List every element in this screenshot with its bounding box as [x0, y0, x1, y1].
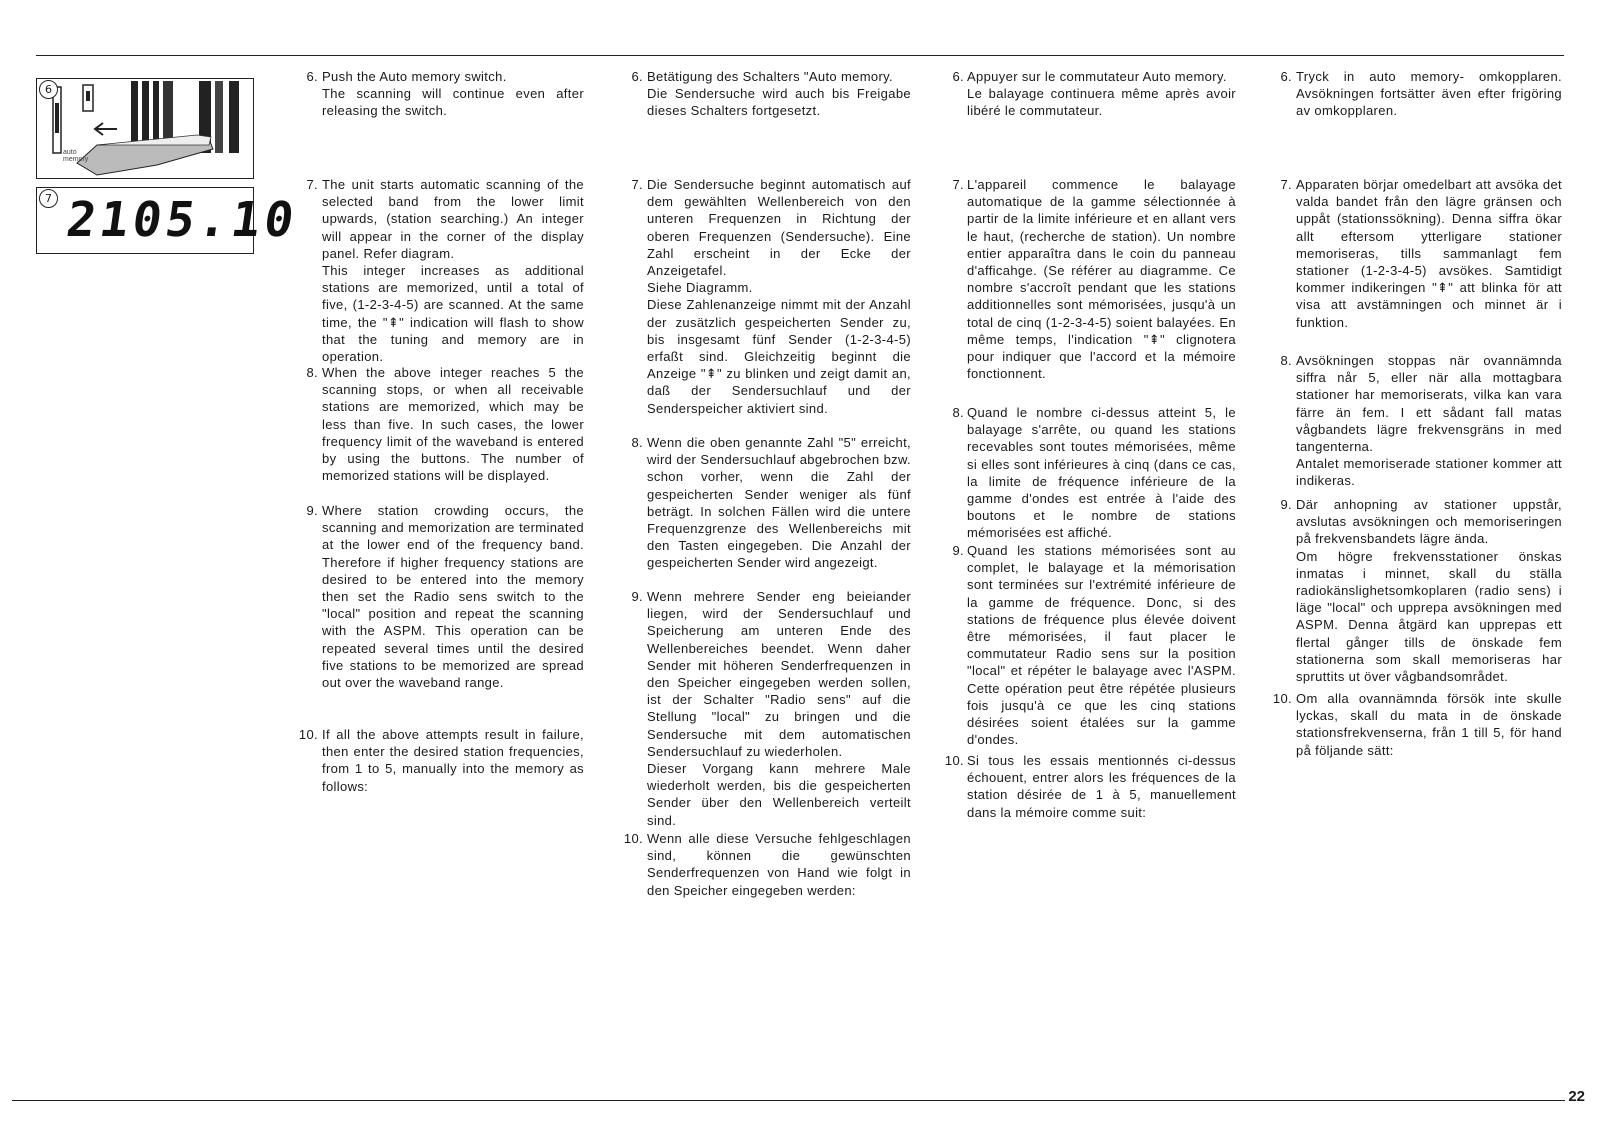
item-number: 9.	[1280, 497, 1292, 512]
figure-number-6: 6	[39, 80, 58, 99]
switch-illustration	[37, 79, 253, 178]
item-text: Wenn alle diese Versuche fehlgeschlagen sind, können die gewünschten Senderfrequenzen von Hand wie folgt in den Speicher eingegeben werden:	[647, 831, 911, 898]
list-item	[288, 176, 584, 365]
page-number: 22	[1568, 1088, 1585, 1105]
figure-number-7: 7	[39, 189, 58, 208]
item-text: Tryck in auto memory- omkopplaren. Avsökningen fortsätter även efter frigöring av omkopplaren.	[1296, 69, 1562, 119]
item-number: 10.	[1272, 691, 1292, 706]
list-item	[288, 726, 584, 795]
item-number: 8.	[1280, 353, 1292, 368]
list-item	[288, 68, 584, 120]
item-number: 7.	[306, 177, 318, 192]
list-item	[940, 176, 1236, 382]
item-number: 6.	[306, 69, 318, 84]
top-rule	[36, 55, 1564, 56]
item-text: If all the above attempts result in failure, then enter the desired station frequencies, from 1 to 5, manually into the memory as follows:	[322, 727, 584, 794]
item-text: Quand le nombre ci-dessus atteint 5, le balayage s'arrête, ou quand les stations recevables sont toutes mémorisées, même si elles sont inférieures à cinq (dans ce cas, la limite de fréquence inférieure de la gamme d'ondes est entrée à l'aide des boutons et le nombre de stations mémorisées est affiché.	[967, 405, 1236, 541]
item-number: 8.	[631, 435, 643, 450]
item-number: 9.	[631, 589, 643, 604]
item-number: 6.	[631, 69, 643, 84]
list-item	[1262, 496, 1562, 685]
figure-6-auto-memory-switch	[36, 78, 254, 179]
item-text: L'appareil commence le balayage automatique de la gamme sélectionnée à partir de la limite inférieure et en allant vers le haut, (recherche de station). Un nombre entier apparaîtra dans le coin du panneau d'afficahge. (Se référer au diagramme. Ce nombre s'accroît pendant que les stations additionnelles sont mémorisées, jusqu'à un total de cinq (1-2-3-4-5) soient balayées. En même temps, l'indication "⇞" clignotera pour indiquer que l'accord et la mémoire fonctionnent.	[967, 177, 1236, 382]
item-text: Om alla ovannämnda försök inte skulle lyckas, skall du mata in de önskade stationsfrekvenserna, från 1 till 5, för hand på följande sätt:	[1296, 691, 1562, 758]
item-text: Betätigung des Schalters "Auto memory. Die Sendersuche wird auch bis Freigabe dieses Schalters fortgesetzt.	[647, 69, 911, 119]
list-item	[940, 752, 1236, 821]
list-item	[288, 502, 584, 691]
item-number: 10.	[298, 727, 318, 742]
item-number: 8.	[306, 365, 318, 380]
item-number: 8.	[952, 405, 964, 420]
list-item	[940, 68, 1236, 120]
item-text: Där anhopning av stationer uppstår, avslutas avsökningen och memoriseringen på frekvensbandets lägre ända. Om högre frekvensstationer önskas inmatas i minnet, skall du ställa radiokänslighetsomkoplaren (radio sens) i läge "local" och upprepa avsökningen med ASPM. Denna åtgärd kan upprepas ett flertal gånger tills de önskade fem stationerna som skall memoriseras har spruttits ut över vågbandsområdet.	[1296, 497, 1562, 685]
list-item	[613, 830, 911, 899]
item-text: Wenn mehrere Sender eng beieiander liegen, wird der Sendersuchlauf und Speicherung am unteren Ende des Wellenbereiches beendet. Wenn daher Sender mit höheren Senderfrequenzen in den Speicher eingegeben werden sollen, ist der Schalter "Radio sens" auf die Stellung "local" zu bringen und die Sendersuche mit dem automatischen Sendersuchlauf zu wiederholen. Dieser Vorgang kann mehrere Male wiederholt werden, bis die gespeicherten Sender über den Wellenbereich verteilt sind.	[647, 589, 911, 828]
lcd-frequency-readout: 2105.10	[63, 192, 302, 248]
item-text: The unit starts automatic scanning of the selected band from the lower limit upwards, (station searching.) An integer will appear in the corner of the display panel. Refer diagram. This integer increases as additional stations are memorized, until a total of five, (1-2-3-4-5) are scanned. At the same time, the "⇞" indication will flash to show that the tuning and memory are in operation.	[322, 177, 584, 365]
item-number: 10.	[944, 753, 964, 768]
item-text: Si tous les essais mentionnés ci-dessus échouent, entrer alors les fréquences de la station désirée de 1 à 5, manuellement dans la mémoire comme suit:	[967, 753, 1236, 820]
item-text: Push the Auto memory switch. The scanning will continue even after releasing the switch.	[322, 69, 584, 119]
list-item	[613, 68, 911, 120]
item-text: Apparaten börjar omedelbart att avsöka det valda bandet från den lägre gränsen och uppåt (stationssökning). Denna siffra ökar allt eftersom ytterligare stationer memoriseras, tills sammanlagt fem stationer (1-2-3-4-5) avsökes. Samtidigt kommer indikeringen "⇞" att blinka för att visa att avstämningen och minnet är i funktion.	[1296, 177, 1562, 330]
item-number: 9.	[306, 503, 318, 518]
item-number: 9.	[952, 543, 964, 558]
list-item	[613, 176, 911, 417]
list-item	[613, 434, 911, 572]
list-item	[288, 364, 584, 484]
list-item	[1262, 176, 1562, 331]
item-number: 7.	[952, 177, 964, 192]
item-text: Wenn die oben genannte Zahl "5" erreicht, wird der Sendersuchlauf abgebrochen bzw. schon vorher, wenn die Zahl der gespeicherten Sender weniger als fünf beträgt. In solchen Fällen wird die untere Frequenzgrenze des Wellenbereichs mit den Tasten eingegeben. Die Anzahl der gespeicherten Sender wird angezeigt.	[647, 435, 911, 571]
list-item	[940, 404, 1236, 542]
item-text: Quand les stations mémorisées sont au complet, le balayage et la mémorisation sont terminées sur l'extrémité inférieure de la gamme de fréquence. Donc, si des stations de fréquence plus élevée doivent être mémorisées, il faut placer le commutateur Radio sens sur la position "local" et répéter le balayage avec l'ASPM. Cette opération peut être répétée plusieurs fois jusqu'à ce que les cinq stations désirées soient étalées sur la gamme d'ondes.	[967, 543, 1236, 748]
figure-7-display-panel	[36, 187, 302, 254]
item-text: Where station crowding occurs, the scanning and memorization are terminated at the lower end of the frequency band. Therefore if higher frequency stations are desired to be entered into the memory then set the Radio sens switch to the "local" position and repeat the scanning with the ASPM. This operation can be repeated several times until the desired five stations to be memorized are spread out over the waveband range.	[322, 503, 584, 691]
item-text: Avsökningen stoppas när ovannämnda siffra når 5, eller när alla mottagbara stationer har memoriserats, vilka kan vara färre än fem. I ett sådant fall matas vågbandets lägre frekvensgräns in med tangenterna. Antalet memoriserade stationer kommer att indikeras.	[1296, 353, 1562, 489]
list-item	[613, 588, 911, 829]
item-number: 10.	[623, 831, 643, 846]
list-item	[1262, 68, 1562, 120]
item-number: 6.	[1280, 69, 1292, 84]
switch-label: auto memory	[63, 149, 89, 163]
item-text: Die Sendersuche beginnt automatisch auf dem gewählten Wellenbereich von den unteren Frequenzen in Richtung der oberen Frequenzen (Sendersuche). Eine Zahl erscheint in der Ecke der Anzeigetafel. Siehe Diagramm. Diese Zahlenanzeige nimmt mit der Anzahl der zusätzlich gespeicherten Sender zu, bis insgesamt fünf Sender (1-2-3-4-5) erfaßt sind. Gleichzeitig beginnt die Anzeige "⇞" zu blinken und zeigt damit an, daß der Sendersuchlauf und der Senderspeicher aktiviert sind.	[647, 177, 911, 416]
item-number: 6.	[952, 69, 964, 84]
item-number: 7.	[631, 177, 643, 192]
item-number: 7.	[1280, 177, 1292, 192]
list-item	[1262, 690, 1562, 759]
list-item	[1262, 352, 1562, 490]
list-item	[940, 542, 1236, 748]
item-text: Appuyer sur le commutateur Auto memory. Le balayage continuera même après avoir libéré le commutateur.	[967, 69, 1236, 119]
item-text: When the above integer reaches 5 the scanning stops, or when all receivable stations are memorized, which may be less than five. In such cases, the lower frequency limit of the waveband is entered by using the buttons. The number of memorized stations will be displayed.	[322, 365, 584, 484]
bottom-rule	[12, 1100, 1565, 1101]
